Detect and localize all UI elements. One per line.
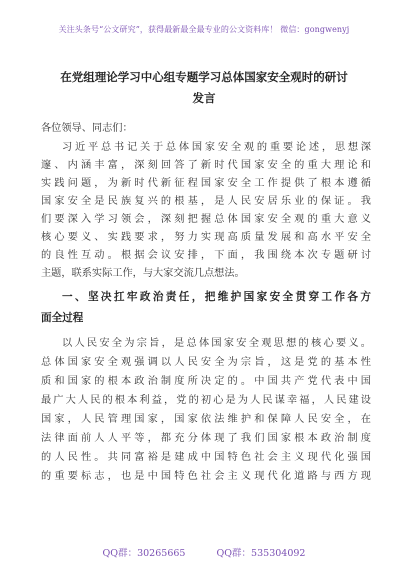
footer-contact: [0, 545, 408, 559]
section-heading-1: 一、坚决扛牢政治责任，把维护国家安全贯穿工作各方: [62, 291, 371, 303]
paragraph-2-line: 国家，人民管理国家，国家依法维护和保障人民安全，在: [41, 414, 371, 425]
promo-banner: 关注头条号“公文研究”，获得最新最全最专业的公文资料库！ 微信：gongwenyj: [58, 25, 350, 34]
paragraph-1-line: 们要深入学习领会，深刻把握总体国家安全观的重大意义: [41, 214, 371, 225]
document-title-line-2: 发言: [192, 91, 216, 105]
document-title-line-1: 在党组理论学习中心组专题学习总体国家安全观时的研讨: [60, 70, 348, 84]
section-heading-1-continued: 面全过程: [41, 312, 84, 324]
paragraph-2-line: 的重要标志，也是中国特色社会主义现代化道路与西方现: [41, 471, 371, 482]
paragraph-2-line: 总体国家安全观强调以人民安全为宗旨，这是党的基本性: [41, 357, 371, 368]
paragraph-1-line: 邃、内涵丰富，深刻回答了新时代国家安全的重大理论和: [41, 160, 371, 171]
paragraph-1-line: 的良性互动。根据会议安排，下面，我围绕本次专题研讨: [41, 250, 371, 261]
salutation: 各位领导、同志们：: [41, 123, 133, 134]
paragraph-2-line: 质和国家的根本政治制度所决定的。中国共产党代表中国: [41, 376, 371, 387]
paragraph-1-line: 习近平总书记关于总体国家安全观的重要论述，思想深: [62, 142, 371, 153]
paragraph-2-line: 的人民性。共同富裕是建成中国特色社会主义现代化强国: [41, 452, 371, 463]
footer-qq-group-1: QQ群：30265665: [102, 548, 186, 559]
paragraph-1-line: 实践问题，为新时代新征程国家安全工作提供了根本遵循: [41, 178, 371, 189]
paragraph-1-line: 核心要义、实践要求，努力实现高质量发展和高水平安全: [41, 232, 371, 243]
footer-qq-group-2: QQ群：535304092: [216, 548, 306, 559]
paragraph-2-line: 最广大人民的根本利益，党的初心是为人民谋幸福，人民建设: [41, 395, 371, 406]
paragraph-1-line: 主题，联系实际工作，与大家交流几点想法。: [41, 268, 245, 279]
paragraph-2-line: 法律面前人人平等，都充分体现了我们国家根本政治制度: [41, 433, 371, 444]
paragraph-1-line: 国家安全是民族复兴的根基，是人民安居乐业的保证。我: [41, 196, 371, 207]
paragraph-2-line: 以人民安全为宗旨，是总体国家安全观思想的核心要义。: [62, 338, 371, 349]
